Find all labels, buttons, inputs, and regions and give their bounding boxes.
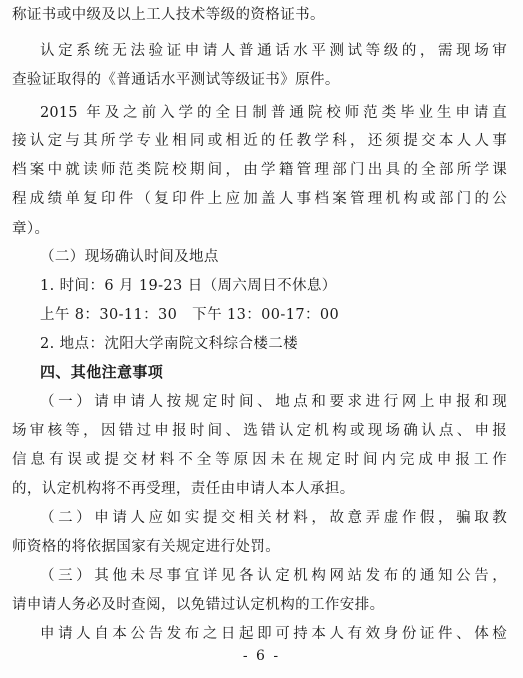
text-line-hours: 上午 8：30-11：30 下午 13：00-17：00 [40, 307, 340, 323]
text-line-21: 申请人自本公告发布之日起即可持本人有效身份证件、体检 [40, 626, 507, 642]
text-line-8: 章）。 [12, 221, 50, 237]
text-line-2: 认定系统无法验证申请人普通话水平测试等级的，需现场审 [40, 43, 507, 59]
text-line-3: 查验证取得的《普通话水平测试等级证书》原件。 [12, 72, 340, 88]
text-line-1: 称证书或中级及以上工人技术等级的资格证书。 [12, 7, 325, 23]
text-line-4: 2015 年及之前入学的全日制普通院校师范类毕业生申请直 [40, 105, 507, 121]
text-line-19: （三）其他未尽事宜详见各认定机构网站发布的通知公告， [40, 568, 507, 584]
text-line-15: 信息有误或提交材料不全等原因未在规定时间内完成申报工作 [12, 452, 507, 468]
text-line-6: 档案中就读师范类院校期间，由学籍管理部门出具的全部所学课 [12, 162, 507, 178]
text-line-14: 场审核等，因错过申报时间、选错认定机构或现场确认点、申报 [12, 423, 507, 439]
page-number: - 6 - [242, 648, 281, 664]
text-line-5: 接认定与其所学专业相同或相近的任教学科，还须提交本人人事 [12, 133, 507, 149]
text-line-16: 的，认定机构将不再受理，责任由申请人本人承担。 [12, 481, 355, 497]
text-line-location: 2. 地点：沈阳大学南院文科综合楼二楼 [40, 336, 299, 352]
section-subheading-time-place: （二）现场确认时间及地点 [40, 249, 219, 265]
text-line-7: 程成绩单复印件（复印件上应加盖人事档案管理机构或部门的公 [12, 191, 507, 207]
text-line-20: 请申请人务必及时查阅，以免错过认定机构的工作安排。 [12, 597, 385, 613]
section-heading-notes: 四、其他注意事项 [40, 363, 164, 381]
text-line-17: （二）申请人应如实提交相关材料，故意弄虚作假，骗取教 [40, 510, 507, 526]
text-line-18: 师资格的将依据国家有关规定进行处罚。 [12, 539, 281, 555]
text-line-13: （一）请申请人按规定时间、地点和要求进行网上申报和现 [40, 394, 507, 410]
text-line-time: 1. 时间：6 月 19-23 日（周六周日不休息） [40, 278, 337, 294]
